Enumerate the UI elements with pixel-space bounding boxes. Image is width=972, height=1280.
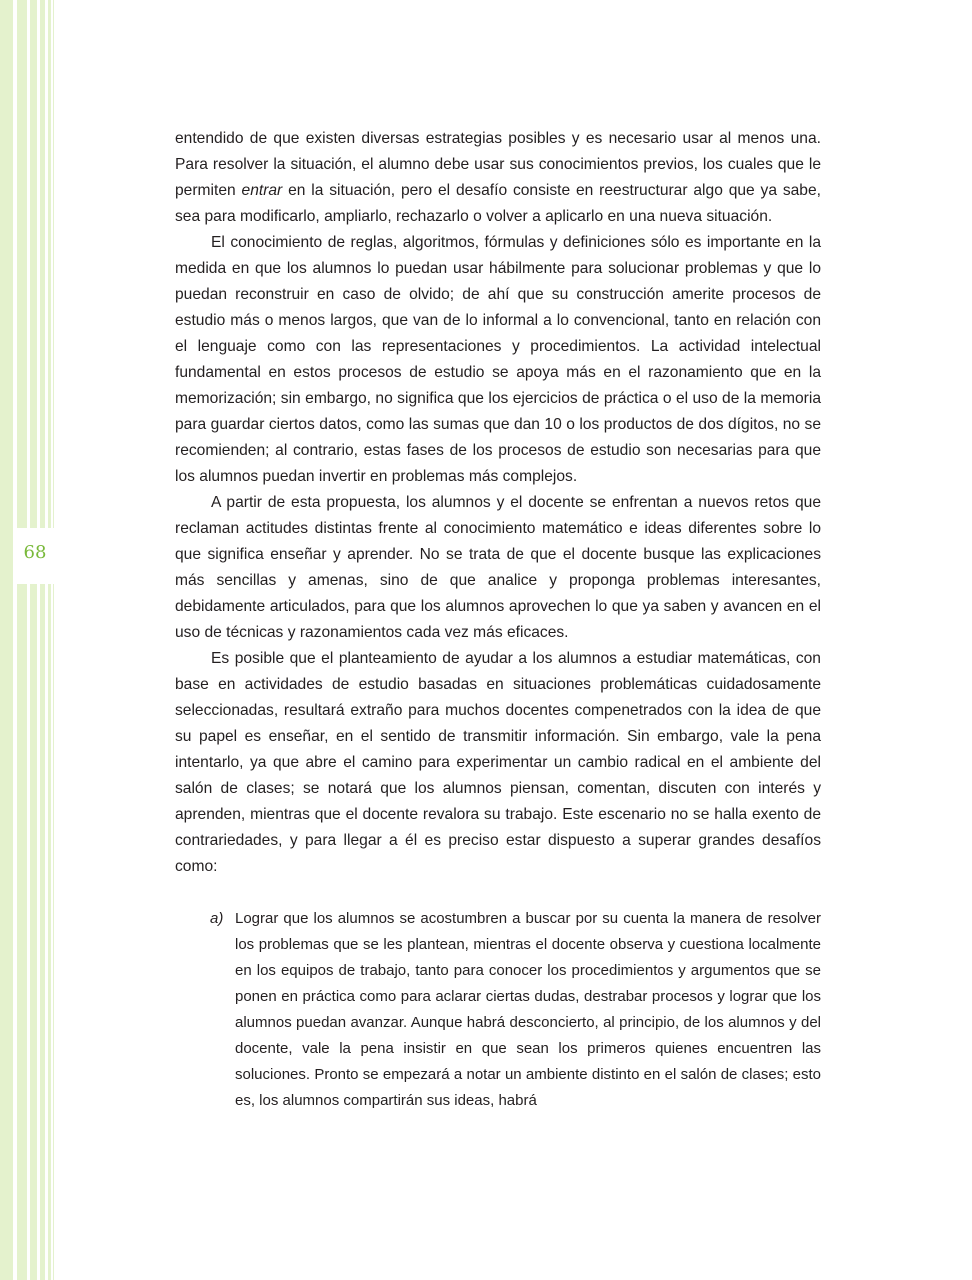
list-item — [210, 906, 821, 1114]
page-number: 68 — [23, 542, 47, 563]
paragraph-1-end: en la situación, pero el desafío consiste en reestructurar algo que ya sabe, sea para modificarlo, ampliarlo, rechazarlo o volver a aplicarlo en una nueva situación. — [175, 182, 821, 225]
page-number-box — [14, 528, 56, 584]
list-marker: a) — [210, 910, 224, 927]
list-item-text: Lograr que los alumnos se acostumbren a buscar por su cuenta la manera de resolver los problemas que se les plantean, mientras el docente observa y cuestiona localmente en los equipos de trabajo, tanto para conocer los procedimientos y argumentos que se ponen en práctica como para aclarar ciertas dudas, destrabar procesos y lograr que los alumnos puedan avanzar. Aunque habrá desconcierto, al principio, de los alumnos y del docente, vale la pena insistir en que sean los primeros quienes encuentren las soluciones. Pronto se empezará a notar un ambiente distinto en el salón de clases; esto es, los alumnos compartirán sus ideas, habrá — [235, 910, 821, 1109]
margin-stripe — [17, 0, 27, 1280]
margin-stripe — [53, 0, 54, 1280]
margin-stripes — [0, 0, 60, 1280]
margin-stripe — [0, 0, 13, 1280]
margin-stripe — [40, 0, 45, 1280]
paragraph-1-emphasis: entrar — [241, 182, 283, 199]
margin-stripe — [48, 0, 51, 1280]
paragraph-3: A partir de esta propuesta, los alumnos y el docente se enfrentan a nuevos retos que reclaman actitudes distintas frente al conocimiento matemático e ideas diferentes sobre lo que significa enseñar y aprender. No se trata de que el docente busque las explicaciones más sencillas y amenas, sino de que analice y proponga problemas interesantes, debidamente articulados, para que los alumnos aprovechen lo que ya saben y avancen en el uso de técnicas y razonamientos cada vez más eficaces. — [175, 494, 821, 641]
paragraph-2: El conocimiento de reglas, algoritmos, fórmulas y definiciones sólo es importante en la medida en que los alumnos lo puedan usar hábilmente para solucionar problemas y que lo puedan reconstruir en caso de olvido; de ahí que su construcción amerite procesos de estudio más o menos largos, que van de lo informal a lo convencional, tanto en relación con el lenguaje como con las representaciones y procedimientos. La actividad intelectual fundamental en estos procesos de estudio se apoya más en el razonamiento que en la memorización; sin embargo, no significa que los ejercicios de práctica o el uso de la memoria para guardar ciertos datos, como las sumas que dan 10 o los productos de dos dígitos, no se recomienden; al contrario, estas fases de los procesos de estudio son necesarias para que los alumnos puedan invertir en problemas más complejos. — [175, 234, 821, 485]
paragraph-4: Es posible que el planteamiento de ayudar a los alumnos a estudiar matemáticas, con base en actividades de estudio basadas en situaciones problemáticas cuidadosamente seleccionadas, resultará extraño para muchos docentes compenetrados con la idea de que su papel es enseñar, en el sentido de transmitir información. Sin embargo, vale la pena intentarlo, ya que abre el camino para experimentar un cambio radical en el ambiente del salón de clases; se notará que los alumnos piensan, comentan, discuten con interés y aprenden, mientras que el docente revalora su trabajo. Este escenario no se halla exento de contrariedades, y para llegar a él es preciso estar dispuesto a superar grandes desafíos como: — [175, 650, 821, 875]
paragraph-1-start: entendido de que existen diversas estrategias posibles y es necesario usar al menos una. Para resolver la situación, el alumno debe usar sus conocimientos previos, los cuales que le permiten — [175, 130, 821, 199]
margin-stripe — [30, 0, 37, 1280]
body-text — [175, 126, 821, 1114]
challenges-list — [175, 906, 821, 1114]
paragraph-1 — [175, 126, 821, 230]
